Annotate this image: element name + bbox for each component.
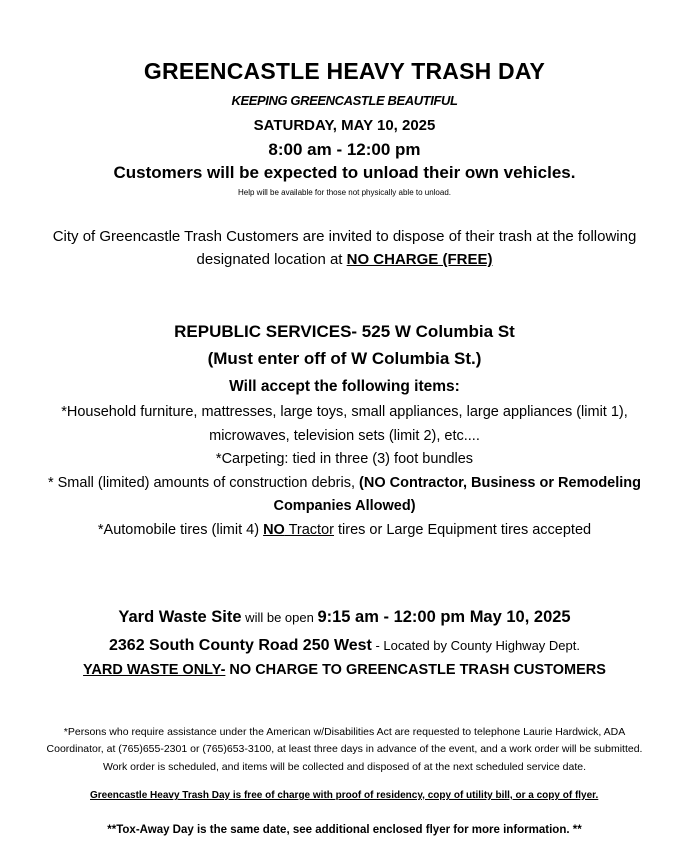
tires-no: NO bbox=[263, 522, 285, 538]
construction-restriction-cont: Companies Allowed) bbox=[273, 498, 416, 514]
yard-only-label: YARD WASTE ONLY- bbox=[83, 662, 226, 678]
subtitle: KEEPING GREENCASTLE BEAUTIFUL bbox=[231, 93, 458, 108]
yard-waste-address bbox=[0, 637, 689, 655]
republic-entry-note: (Must enter off of W Columbia St.) bbox=[207, 349, 482, 368]
help-notice: Help will be available for those not physically able to unload. bbox=[237, 188, 451, 197]
event-date: SATURDAY, MAY 10, 2025 bbox=[253, 117, 436, 134]
accepted-item-household-cont: microwaves, television sets (limit 2), etc.... bbox=[209, 428, 480, 444]
page-title: GREENCASTLE HEAVY TRASH DAY bbox=[143, 58, 546, 84]
tires-tractor: Tractor bbox=[284, 522, 334, 538]
tox-away-note: **Tox-Away Day is the same date, see additional enclosed flyer for more information. ** bbox=[107, 824, 582, 836]
ada-line-3: Work order is scheduled, and items will be collected and disposed of at the next scheduled service date. bbox=[102, 761, 587, 773]
event-time: 8:00 am - 12:00 pm bbox=[268, 140, 421, 159]
yard-charge-text: NO CHARGE TO GREENCASTLE TRASH CUSTOMERS bbox=[225, 662, 606, 678]
yard-hours: 9:15 am - 12:00 pm May 10, 2025 bbox=[317, 608, 571, 626]
yard-open-text: will be open bbox=[241, 610, 318, 625]
invite-line-2 bbox=[0, 251, 689, 268]
yard-waste-only bbox=[0, 662, 689, 678]
accepted-items-heading: Will accept the following items: bbox=[229, 378, 460, 395]
ada-line-1: *Persons who require assistance under the American w/Disabilities Act are requested to telephone Laurie Hardwick, ADA bbox=[63, 726, 626, 738]
invite-line-1: City of Greencastle Trash Customers are invited to dispose of their trash at the following bbox=[52, 228, 637, 245]
yard-site-label: Yard Waste Site bbox=[118, 608, 242, 626]
invite-line-2-prefix: designated location at bbox=[196, 251, 347, 268]
accepted-item-household: *Household furniture, mattresses, large toys, small appliances, large appliances (limit 1), bbox=[61, 404, 628, 420]
tires-prefix: *Automobile tires (limit 4) bbox=[97, 522, 264, 538]
yard-address: 2362 South County Road 250 West bbox=[109, 637, 372, 654]
accepted-item-construction bbox=[0, 475, 689, 491]
yard-waste-hours bbox=[0, 608, 689, 627]
accepted-item-tires bbox=[0, 522, 689, 538]
residency-note: Greencastle Heavy Trash Day is free of charge with proof of residency, copy of utility bill, or a copy of flyer. bbox=[90, 790, 599, 801]
construction-restriction: (NO Contractor, Business or Remodeling bbox=[359, 475, 642, 491]
no-charge-emphasis: NO CHARGE (FREE) bbox=[346, 251, 493, 268]
republic-services-heading: REPUBLIC SERVICES- 525 W Columbia St bbox=[174, 322, 515, 341]
yard-address-note: - Located by County Highway Dept. bbox=[371, 638, 580, 653]
tires-suffix: tires or Large Equipment tires accepted bbox=[333, 522, 592, 538]
construction-prefix: * Small (limited) amounts of construction debris, bbox=[47, 475, 360, 491]
ada-line-2: Coordinator, at (765)655-2301 or (765)653-3100, at least three days in advance of the event, and a work order will be submitted. bbox=[46, 743, 643, 755]
accepted-item-carpeting: *Carpeting: tied in three (3) foot bundles bbox=[215, 451, 474, 467]
unload-notice: Customers will be expected to unload their own vehicles. bbox=[113, 163, 576, 182]
